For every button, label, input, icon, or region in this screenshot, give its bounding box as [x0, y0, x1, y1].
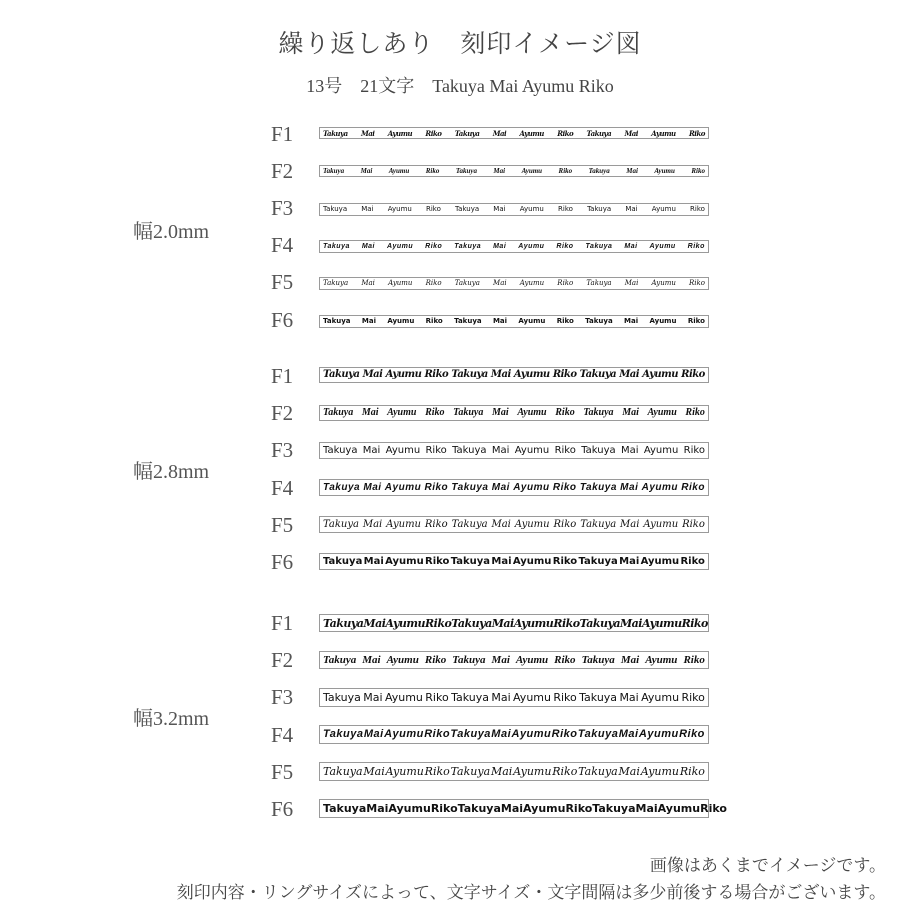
engraving-word: Takuya — [581, 653, 615, 666]
engraving-word: Takuya — [323, 728, 364, 740]
engraving-word: Mai — [361, 205, 374, 213]
engraving-word: Riko — [557, 279, 574, 287]
engraving-word: Ayumu — [640, 555, 680, 567]
engraving-word: Mai — [626, 166, 638, 175]
font-label-f3: F3 — [271, 196, 294, 220]
engraving-word: Riko — [554, 653, 576, 666]
engraving-word: Takuya — [323, 317, 351, 325]
engraving-word: Ayumu — [388, 166, 410, 175]
engraving-word: Riko — [556, 317, 574, 325]
engraving-word: Riko — [690, 205, 705, 213]
engraving-word: Ayumu — [386, 653, 419, 666]
engraving-word: Ayumu — [647, 407, 677, 418]
footer-note: 画像はあくまでイメージです。 — [649, 856, 886, 876]
engraving-strip — [319, 165, 709, 177]
engraving-word: Ayumu — [640, 765, 680, 778]
font-label-f4: F4 — [271, 233, 294, 257]
engraving-word: Takuya — [592, 802, 636, 815]
engraving-word: Mai — [624, 128, 638, 138]
engraving-word: Mai — [492, 128, 507, 138]
engraving-strip — [319, 651, 709, 669]
engraving-word: Takuya — [579, 369, 617, 380]
engraving-word: Riko — [688, 128, 705, 138]
engraving-word: Takuya — [579, 481, 617, 493]
engraving-word: Mai — [619, 369, 640, 380]
engraving-word: Ayumu — [384, 691, 423, 704]
engraving-word: Mai — [362, 518, 383, 530]
font-label-f2: F2 — [271, 159, 294, 183]
engraving-word: Riko — [552, 369, 577, 380]
engraving-word: Takuya — [323, 128, 348, 138]
engraving-word: Mai — [490, 369, 511, 380]
engraving-word: Takuya — [323, 243, 350, 250]
engraving-strip — [319, 799, 727, 818]
engraving-word: Mai — [624, 243, 638, 250]
engraving-word: Ayumu — [518, 243, 545, 250]
engraving-word: Ayumu — [641, 616, 682, 630]
engraving-word: Mai — [635, 802, 658, 815]
engraving-word: Riko — [554, 444, 576, 456]
engraving-word: Takuya — [323, 691, 361, 704]
engraving-word: Takuya — [580, 518, 617, 530]
engraving-word: Mai — [500, 802, 524, 815]
engraving-word: Ayumu — [649, 243, 676, 250]
engraving-strip — [319, 688, 709, 707]
engraving-word: Riko — [555, 407, 575, 418]
engraving-word: Riko — [687, 243, 705, 250]
engraving-word: Ayumu — [388, 279, 413, 287]
engraving-word: Mai — [361, 407, 379, 418]
engraving-word: Takuya — [323, 407, 354, 418]
engraving-word: Riko — [552, 481, 577, 493]
engraving-word: Riko — [425, 166, 440, 175]
engraving-word: Mai — [620, 518, 640, 530]
font-label-f4: F4 — [271, 723, 294, 747]
engraving-word: Mai — [622, 407, 639, 418]
engraving-word: Takuya — [323, 555, 363, 567]
engraving-word: Riko — [552, 555, 578, 567]
engraving-word: Mai — [491, 616, 514, 630]
engraving-word: Mai — [361, 317, 376, 325]
engraving-word: Ayumu — [384, 728, 424, 740]
engraving-word: Takuya — [457, 802, 501, 815]
engraving-word: Ayumu — [651, 279, 676, 287]
engraving-strip — [319, 442, 709, 459]
font-label-f1: F1 — [271, 364, 294, 388]
engraving-word: Takuya — [454, 243, 482, 250]
engraving-word: Takuya — [451, 369, 488, 380]
engraving-word: Riko — [700, 802, 727, 815]
engraving-word: Mai — [363, 691, 383, 704]
engraving-word: Ayumu — [384, 481, 422, 493]
engraving-word: Mai — [493, 279, 507, 287]
engraving-word: Ayumu — [385, 444, 421, 456]
engraving-word: Riko — [425, 279, 442, 287]
engraving-word: Takuya — [451, 691, 489, 704]
font-label-f6: F6 — [271, 550, 294, 574]
engraving-strip — [319, 367, 709, 383]
engraving-word: Ayumu — [513, 481, 550, 493]
engraving-word: Mai — [620, 616, 642, 630]
engraving-word: Takuya — [454, 317, 482, 325]
engraving-word: Takuya — [455, 205, 480, 213]
engraving-strip — [319, 277, 709, 290]
font-label-f6: F6 — [271, 797, 294, 821]
engraving-word: Takuya — [323, 481, 361, 493]
engraving-word: Riko — [424, 728, 451, 740]
font-label-f6: F6 — [271, 308, 294, 332]
engraving-word: Ayumu — [523, 802, 566, 815]
engraving-word: Mai — [362, 369, 383, 380]
engraving-word: Ayumu — [645, 653, 678, 666]
engraving-word: Riko — [425, 691, 449, 704]
engraving-word: Takuya — [323, 616, 364, 630]
engraving-word: Riko — [424, 653, 447, 666]
engraving-word: Ayumu — [513, 765, 552, 778]
engraving-word: Mai — [361, 279, 375, 287]
engraving-word: Takuya — [581, 444, 616, 456]
engraving-word: Riko — [430, 802, 458, 815]
engraving-word: Mai — [491, 728, 512, 740]
engraving-word: Takuya — [323, 369, 360, 380]
font-label-f1: F1 — [271, 122, 294, 146]
engraving-word: Riko — [425, 407, 445, 418]
engraving-word: Ayumu — [387, 407, 417, 418]
font-label-f5: F5 — [271, 513, 294, 537]
engraving-word: Ayumu — [513, 616, 554, 630]
engraving-word: Takuya — [454, 128, 480, 138]
engraving-word: Takuya — [585, 317, 613, 325]
engraving-word: Ayumu — [515, 653, 549, 666]
engraving-word: Ayumu — [517, 407, 547, 418]
engraving-word: Mai — [618, 765, 640, 778]
engraving-word: Riko — [425, 616, 452, 630]
engraving-strip — [319, 553, 709, 570]
engraving-word: Riko — [553, 518, 577, 530]
engraving-strip — [319, 405, 709, 421]
engraving-word: Ayumu — [385, 765, 424, 778]
engraving-word: Takuya — [579, 616, 620, 630]
engraving-word: Riko — [680, 555, 705, 567]
engraving-word: Takuya — [451, 616, 492, 630]
engraving-word: Mai — [363, 616, 386, 630]
engraving-word: Takuya — [323, 765, 363, 778]
engraving-word: Riko — [689, 279, 705, 287]
engraving-word: Takuya — [452, 444, 487, 456]
engraving-word: Riko — [553, 691, 577, 704]
engraving-word: Takuya — [323, 444, 358, 456]
engraving-word: Mai — [493, 205, 506, 213]
engraving-word: Ayumu — [514, 518, 550, 530]
engraving-word: Takuya — [323, 205, 348, 213]
engraving-word: Riko — [424, 765, 450, 778]
engraving-word: Ayumu — [519, 128, 544, 138]
engraving-word: Ayumu — [385, 616, 426, 630]
engraving-word: Mai — [363, 765, 385, 778]
engraving-word: Riko — [683, 653, 705, 666]
engraving-word: Mai — [620, 653, 640, 666]
engraving-word: Mai — [490, 765, 513, 778]
engraving-word: Takuya — [585, 243, 613, 250]
font-label-f3: F3 — [271, 438, 294, 462]
engraving-word: Riko — [553, 616, 580, 630]
engraving-word: Mai — [491, 518, 511, 530]
engraving-word: Takuya — [452, 653, 486, 666]
font-label-f4: F4 — [271, 476, 294, 500]
engraving-word: Mai — [618, 728, 639, 740]
engraving-word: Mai — [619, 691, 639, 704]
engraving-word: Mai — [491, 691, 511, 704]
font-label-f5: F5 — [271, 270, 294, 294]
engraving-word: Riko — [557, 128, 574, 138]
engraving-word: Riko — [424, 518, 448, 530]
engraving-word: Mai — [491, 481, 510, 493]
engraving-word: Riko — [425, 555, 450, 567]
engraving-word: Takuya — [586, 279, 612, 287]
engraving-word: Riko — [552, 765, 578, 778]
engraving-word: Mai — [625, 205, 638, 213]
engraving-strip — [319, 725, 709, 744]
engraving-strip — [319, 516, 709, 533]
engraving-word: Takuya — [454, 279, 480, 287]
width-label-3-2: 幅3.2mm — [133, 708, 210, 730]
engraving-word: Ayumu — [643, 444, 679, 456]
engraving-word: Mai — [491, 444, 510, 456]
engraving-word: Mai — [361, 243, 375, 250]
engraving-word: Takuya — [588, 166, 610, 175]
engraving-word: Ayumu — [511, 728, 552, 740]
engraving-word: Mai — [360, 128, 375, 138]
engraving-word: Takuya — [450, 765, 491, 778]
engraving-word: Takuya — [323, 802, 367, 815]
engraving-word: Ayumu — [642, 369, 679, 380]
engraving-word: Ayumu — [651, 128, 676, 138]
font-label-f1: F1 — [271, 611, 294, 635]
engraving-word: Riko — [425, 205, 441, 213]
engraving-word: Mai — [366, 802, 389, 815]
engraving-word: Takuya — [587, 205, 612, 213]
engraving-word: Ayumu — [514, 444, 550, 456]
engraving-word: Riko — [687, 317, 705, 325]
engraving-word: Ayumu — [386, 518, 421, 530]
engraving-word: Mai — [620, 481, 639, 493]
engraving-word: Riko — [425, 128, 442, 138]
engraving-word: Takuya — [579, 691, 618, 704]
engraving-word: Takuya — [583, 407, 614, 418]
engraving-word: Riko — [681, 616, 708, 630]
engraving-word: Takuya — [586, 128, 612, 138]
engraving-word: Mai — [493, 166, 506, 175]
engraving-word: Ayumu — [386, 243, 414, 250]
engraving-word: Ayumu — [643, 518, 679, 530]
engraving-word: Riko — [424, 369, 449, 380]
engraving-strip — [319, 240, 709, 253]
engraving-word: Takuya — [451, 518, 488, 530]
engraving-word: Ayumu — [385, 555, 424, 567]
engraving-word: Riko — [556, 243, 574, 250]
engraving-word: Ayumu — [649, 317, 677, 325]
engraving-word: Takuya — [323, 279, 349, 287]
engraving-word: Mai — [491, 555, 512, 567]
engraving-word: Riko — [682, 518, 705, 530]
engraving-word: Ayumu — [513, 691, 551, 704]
engraving-word: Riko — [685, 407, 705, 418]
engraving-strip — [319, 127, 709, 139]
engraving-word: Takuya — [453, 407, 484, 418]
engraving-word: Ayumu — [512, 555, 552, 567]
engraving-word: Ayumu — [641, 481, 679, 493]
engraving-word: Riko — [425, 444, 447, 456]
engraving-word: Ayumu — [654, 166, 675, 175]
engraving-strip — [319, 315, 709, 328]
engraving-word: Takuya — [323, 518, 359, 530]
engraving-word: Ayumu — [641, 691, 680, 704]
page-subtitle: 13号 21文字 Takuya Mai Ayumu Riko — [306, 76, 614, 96]
engraving-word: Ayumu — [638, 728, 679, 740]
engraving-word: Mai — [360, 166, 373, 175]
engraving-word: Ayumu — [651, 205, 676, 213]
engraving-word: Riko — [565, 802, 593, 815]
engraving-strip — [319, 762, 709, 781]
engraving-word: Takuya — [577, 728, 619, 740]
width-label-2-8: 幅2.8mm — [133, 461, 210, 483]
engraving-word: Mai — [362, 653, 381, 666]
engraving-word: Riko — [683, 444, 705, 456]
engraving-word: Mai — [624, 317, 639, 325]
engraving-word: Mai — [363, 481, 382, 493]
engraving-word: Riko — [679, 765, 705, 778]
engraving-word: Takuya — [578, 765, 618, 778]
engraving-word: Ayumu — [385, 369, 422, 380]
engraving-strip — [319, 614, 709, 632]
font-label-f5: F5 — [271, 760, 294, 784]
engraving-word: Takuya — [323, 653, 357, 666]
engraving-word: Mai — [491, 653, 510, 666]
engraving-word: Riko — [681, 369, 705, 380]
engraving-word: Takuya — [455, 166, 477, 175]
engraving-word: Ayumu — [519, 205, 544, 213]
page-title: 繰り返しあり 刻印イメージ図 — [278, 29, 642, 58]
engraving-word: Ayumu — [657, 802, 701, 815]
engraving-word: Riko — [558, 205, 573, 213]
engraving-word: Riko — [558, 166, 573, 175]
engraving-word: Takuya — [450, 728, 491, 740]
engraving-word: Mai — [624, 279, 639, 287]
engraving-word: Mai — [492, 407, 509, 418]
engraving-word: Riko — [679, 728, 705, 740]
engraving-word: Mai — [493, 243, 507, 250]
engraving-word: Ayumu — [521, 166, 543, 175]
engraving-word: Ayumu — [387, 205, 412, 213]
engraving-word: Riko — [424, 481, 449, 493]
engraving-strip — [319, 203, 709, 216]
width-label-2-0: 幅2.0mm — [133, 221, 210, 243]
engraving-word: Riko — [681, 481, 705, 493]
engraving-word: Riko — [425, 317, 443, 325]
font-label-f3: F3 — [271, 685, 294, 709]
engraving-word: Ayumu — [388, 802, 431, 815]
engraving-word: Riko — [425, 243, 443, 250]
engraving-word: Riko — [681, 691, 705, 704]
footer-note: 刻印内容・リングサイズによって、文字サイズ・文字間隔は多少前後する場合がございます。 — [176, 883, 886, 903]
engraving-word: Riko — [691, 166, 705, 175]
engraving-word: Takuya — [451, 481, 489, 493]
engraving-word: Ayumu — [513, 369, 550, 380]
engraving-word: Mai — [363, 728, 384, 740]
engraving-word: Takuya — [323, 166, 345, 175]
font-label-f2: F2 — [271, 401, 294, 425]
engraving-word: Mai — [620, 444, 639, 456]
engraving-word: Mai — [362, 444, 381, 456]
engraving-word: Takuya — [578, 555, 618, 567]
engraving-word: Mai — [619, 555, 640, 567]
engraving-word: Mai — [363, 555, 384, 567]
engraving-word: Ayumu — [387, 128, 413, 138]
engraving-word: Mai — [492, 317, 508, 325]
engraving-word: Ayumu — [519, 279, 545, 287]
engraving-strip — [319, 479, 709, 496]
engraving-word: Ayumu — [518, 317, 546, 325]
font-label-f2: F2 — [271, 648, 294, 672]
engraving-word: Takuya — [450, 555, 491, 567]
engraving-word: Ayumu — [387, 317, 415, 325]
engraving-word: Riko — [551, 728, 578, 740]
